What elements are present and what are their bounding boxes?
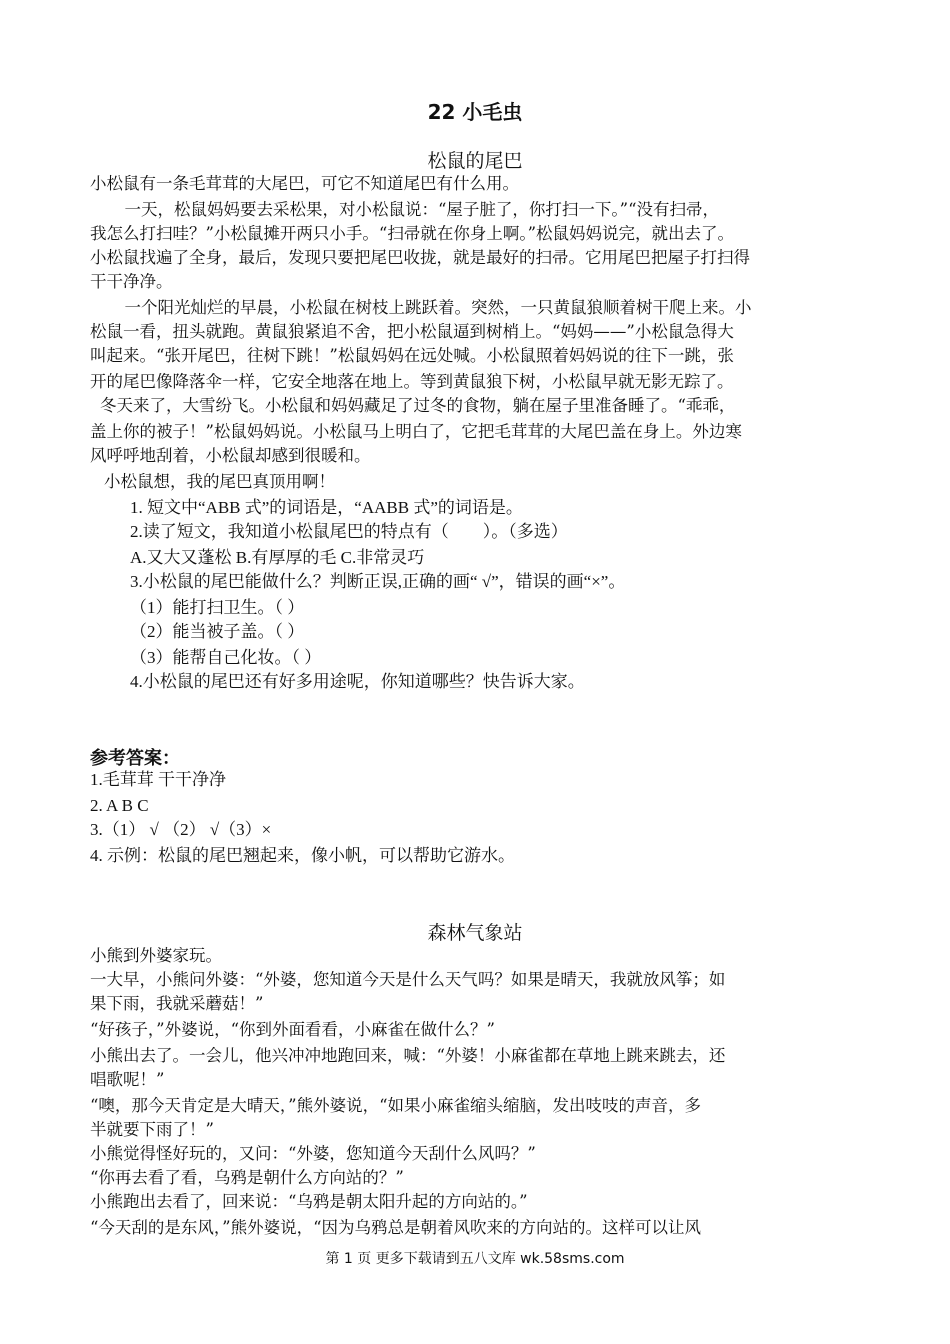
story2-line: 果下雨，我就采蘑菇！” — [90, 994, 264, 1013]
question-3-item-3: （3）能帮自己化妆。（ ） — [130, 648, 322, 667]
story2-line: 小熊到外婆家玩。 — [90, 946, 222, 965]
answer-line: 1.毛茸茸 干干净净 — [90, 770, 226, 789]
story1-line: 干干净净。 — [90, 272, 173, 291]
story1-line: 一天，松鼠妈妈要去采松果，对小松鼠说：“屋子脏了，你打扫一下。”“没有扫帚， — [108, 200, 720, 219]
story2-line: 小熊出去了。一会儿，他兴冲冲地跑回来，喊：“外婆！小麻雀都在草地上跳来跳去，还 — [90, 1046, 726, 1065]
story2-line: 半就要下雨了！” — [90, 1120, 214, 1139]
answer-line: 4. 示例：松鼠的尾巴翘起来，像小帆，可以帮助它游水。 — [90, 846, 515, 865]
story1-line: 开的尾巴像降落伞一样，它安全地落在地上。等到黄鼠狼下树，小松鼠早就无影无踪了。 — [90, 372, 734, 391]
answer-line: 3.（1） √ （2） √（3）× — [90, 820, 272, 839]
story1-line: 冬天来了，大雪纷飞。小松鼠和妈妈藏足了过冬的食物，躺在屋子里准备睡了。“乖乖， — [100, 396, 736, 415]
question-2-options: A.又大又蓬松 B.有厚厚的毛 C.非常灵巧 — [130, 548, 425, 567]
lesson-title: 22 小毛虫 — [427, 100, 523, 124]
story2-line: “今天刮的是东风，”熊外婆说，“因为乌鸦总是朝着风吹来的方向站的。这样可以让风 — [90, 1218, 702, 1237]
page-footer: 第 1 页 更多下载请到五八文库 wk.58sms.com — [325, 1251, 625, 1267]
question-3-item-2: （2）能当被子盖。（ ） — [130, 622, 305, 641]
story1-line: 小松鼠有一条毛茸茸的大尾巴，可它不知道尾巴有什么用。 — [90, 174, 519, 193]
question-1: 1. 短文中“ABB 式”的词语是，“AABB 式”的词语是。 — [130, 498, 523, 517]
question-3: 3.小松鼠的尾巴能做什么？判断正误,正确的画“ √”，错误的画“×”。 — [130, 572, 626, 591]
story1-line: 风呼呼地刮着，小松鼠却感到很暖和。 — [90, 446, 371, 465]
story2-line: 唱歌呢！” — [90, 1070, 165, 1089]
story1-line: 小松鼠想，我的尾巴真顶用啊！ — [104, 472, 335, 491]
story1-line: 一个阳光灿烂的早晨，小松鼠在树枝上跳跃着。突然，一只黄鼠狼顺着树干爬上来。小 — [108, 298, 752, 317]
story1-title: 松鼠的尾巴 — [427, 150, 523, 172]
answer-line: 2. A B C — [90, 796, 149, 815]
story2-line: “好孩子，”外婆说，“你到外面看看，小麻雀在做什么？” — [90, 1020, 495, 1039]
story2-line: 一大早，小熊问外婆：“外婆，您知道今天是什么天气吗？如果是晴天，我就放风筝；如 — [90, 970, 726, 989]
question-3-item-1: （1）能打扫卫生。（ ） — [130, 598, 305, 617]
story1-line: 松鼠一看，扭头就跑。黄鼠狼紧追不舍，把小松鼠逼到树梢上。“妈妈——”小松鼠急得大 — [90, 322, 734, 341]
story2-line: 小熊觉得怪好玩的，又问：“外婆，您知道今天刮什么风吗？” — [90, 1144, 536, 1163]
answers-heading: 参考答案： — [90, 748, 180, 769]
question-4: 4.小松鼠的尾巴还有好多用途呢，你知道哪些？快告诉大家。 — [130, 672, 585, 691]
story1-line: 我怎么打扫哇？”小松鼠摊开两只小手。“扫帚就在你身上啊。”松鼠妈妈说完，就出去了。 — [90, 224, 735, 243]
story2-line: “你再去看了看，乌鸦是朝什么方向站的？” — [90, 1168, 404, 1187]
story1-line: 小松鼠找遍了全身，最后，发现只要把尾巴收拢，就是最好的扫帚。它用尾巴把屋子打扫得 — [90, 248, 750, 267]
story2-line: “噢，那今天肯定是大晴天，”熊外婆说，“如果小麻雀缩头缩脑，发出吱吱的声音，多 — [90, 1096, 702, 1115]
question-2: 2.读了短文，我知道小松鼠尾巴的特点有（ ）。（多选） — [130, 522, 568, 541]
story1-line: 盖上你的被子！”松鼠妈妈说。小松鼠马上明白了，它把毛茸茸的大尾巴盖在身上。外边寒 — [90, 422, 742, 441]
story2-title: 森林气象站 — [427, 922, 523, 944]
story2-line: 小熊跑出去看了，回来说：“乌鸦是朝太阳升起的方向站的。” — [90, 1192, 528, 1211]
story1-line: 叫起来。“张开尾巴，往树下跳！”松鼠妈妈在远处喊。小松鼠照着妈妈说的往下一跳，张 — [90, 346, 734, 365]
